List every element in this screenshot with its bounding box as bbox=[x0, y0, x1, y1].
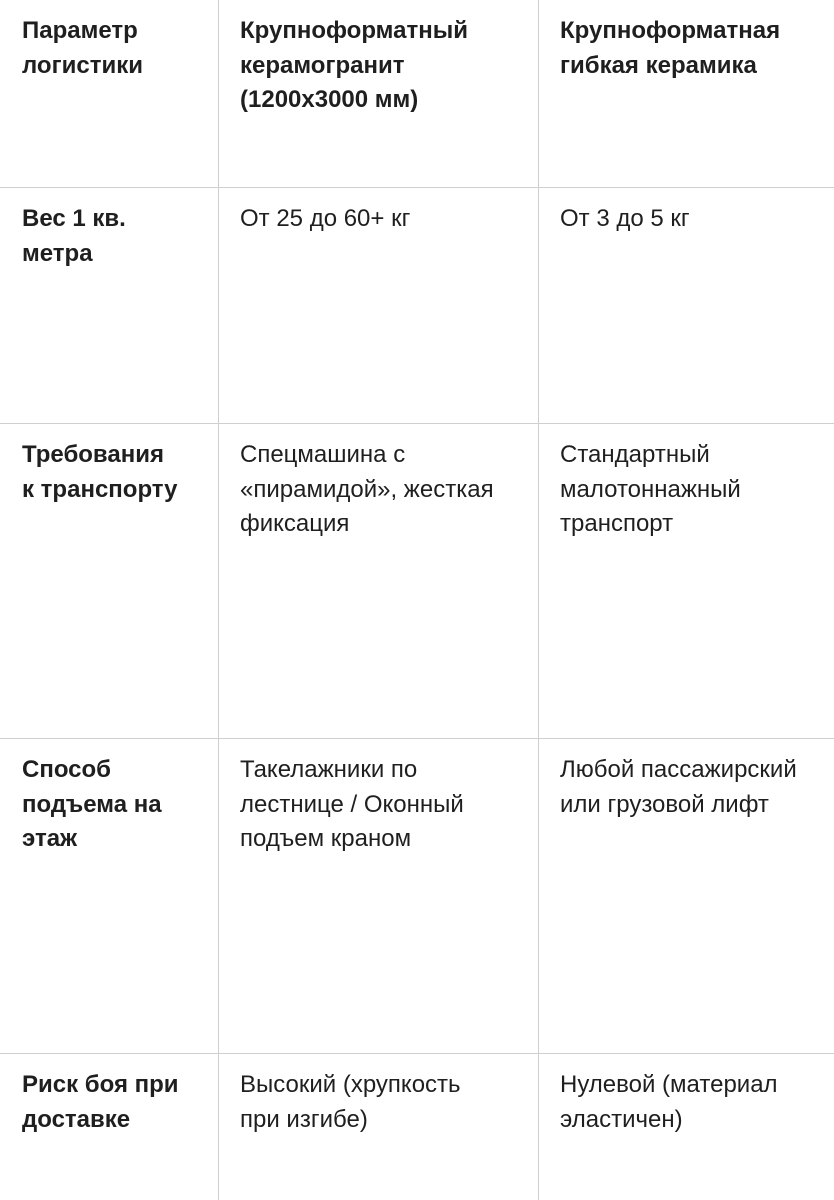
row-porcelain-cell: От 25 до 60+ кг bbox=[240, 205, 411, 232]
table-row bbox=[0, 424, 834, 739]
row-flexible-cell: Нулевой (материал эластичен) bbox=[560, 1071, 778, 1133]
table-row bbox=[0, 188, 834, 424]
header-cell-param: Параметр логистики bbox=[22, 17, 143, 79]
row-param-cell: Риск боя при доставке bbox=[22, 1071, 179, 1133]
header-cell-flexible: Крупноформатная гибкая керамика bbox=[560, 17, 781, 79]
row-param-cell: Способ подъема на этаж bbox=[22, 756, 162, 852]
header-cell-porcelain: Крупноформатный керамогранит (1200х3000 мм) bbox=[240, 17, 468, 113]
row-param-cell: Вес 1 кв. метра bbox=[22, 205, 126, 267]
row-param-cell: Требования к транспорту bbox=[22, 441, 178, 503]
row-porcelain-cell: Спецмашина с «пирамидой», жесткая фиксация bbox=[240, 441, 494, 537]
table-row bbox=[0, 739, 834, 1054]
table-row bbox=[0, 1054, 834, 1200]
row-porcelain-cell: Такелажники по лестнице / Оконный подъем краном bbox=[240, 756, 464, 852]
row-flexible-cell: Стандартный малотоннажный транспорт bbox=[560, 441, 741, 537]
row-flexible-cell: Любой пассажирский или грузовой лифт bbox=[560, 756, 797, 818]
row-flexible-cell: От 3 до 5 кг bbox=[560, 205, 690, 232]
table-header-row bbox=[0, 0, 834, 188]
row-porcelain-cell: Высокий (хрупкость при изгибе) bbox=[240, 1071, 461, 1133]
